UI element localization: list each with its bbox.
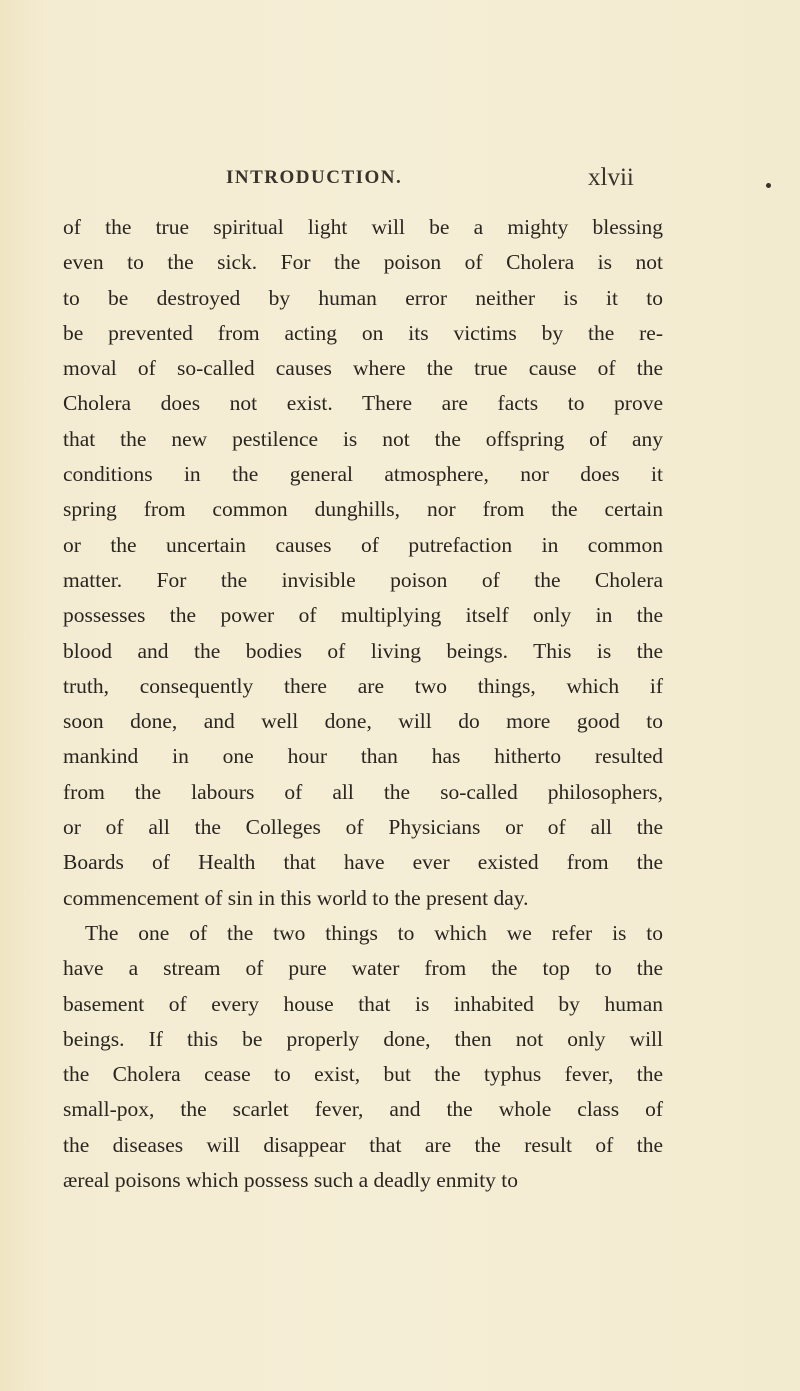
body-text: [63, 210, 663, 1198]
text-line: that the new pestilence is not the offspring of any: [63, 426, 663, 451]
text-line: the Cholera cease to exist, but the typhus fever, the: [63, 1062, 663, 1087]
text-line: matter. For the invisible poison of the Cholera: [63, 567, 663, 592]
running-title: INTRODUCTION.: [226, 167, 403, 188]
text-line: or the uncertain causes of putrefaction in common: [63, 532, 663, 557]
text-line: Boards of Health that have ever existed from the: [63, 850, 663, 875]
text-line: spring from common dunghills, nor from the certain: [63, 497, 663, 522]
text-line: basement of every house that is inhabited by human: [63, 991, 663, 1016]
margin-mark: [766, 183, 771, 188]
text-line: commencement of sin in this world to the present day.: [63, 885, 529, 910]
text-line: conditions in the general atmosphere, nor does it: [63, 462, 663, 487]
text-line: be prevented from acting on its victims by the re-: [63, 320, 663, 345]
text-line: possesses the power of multiplying itself only in the: [63, 603, 663, 628]
text-line: or of all the Colleges of Physicians or of all the: [63, 815, 663, 840]
text-line: Cholera does not exist. There are facts to prove: [63, 391, 663, 416]
text-line: truth, consequently there are two things, which if: [63, 673, 663, 698]
text-line: blood and the bodies of living beings. This is the: [63, 638, 663, 663]
text-line: have a stream of pure water from the top to the: [63, 956, 663, 981]
text-line: the diseases will disappear that are the result of the: [63, 1132, 663, 1157]
text-line: soon done, and well done, will do more good to: [63, 709, 663, 734]
page-number: xlvii: [588, 164, 634, 191]
text-line: small-pox, the scarlet fever, and the whole class of: [63, 1097, 663, 1122]
text-line: æreal poisons which possess such a deadly enmity to: [63, 1168, 519, 1193]
text-line: mankind in one hour than has hitherto resulted: [63, 744, 663, 769]
text-line: of the true spiritual light will be a mighty blessing: [63, 215, 663, 239]
running-head: [0, 164, 800, 197]
text-line: even to the sick. For the poison of Cholera is not: [63, 250, 663, 275]
text-line: beings. If this be properly done, then not only will: [63, 1026, 663, 1051]
text-line: moval of so-called causes where the true cause of the: [63, 356, 663, 381]
text-line: from the labours of all the so-called philosophers,: [63, 779, 663, 804]
text-line: to be destroyed by human error neither is it to: [63, 285, 663, 310]
text-line: The one of the two things to which we refer is to: [85, 920, 663, 945]
